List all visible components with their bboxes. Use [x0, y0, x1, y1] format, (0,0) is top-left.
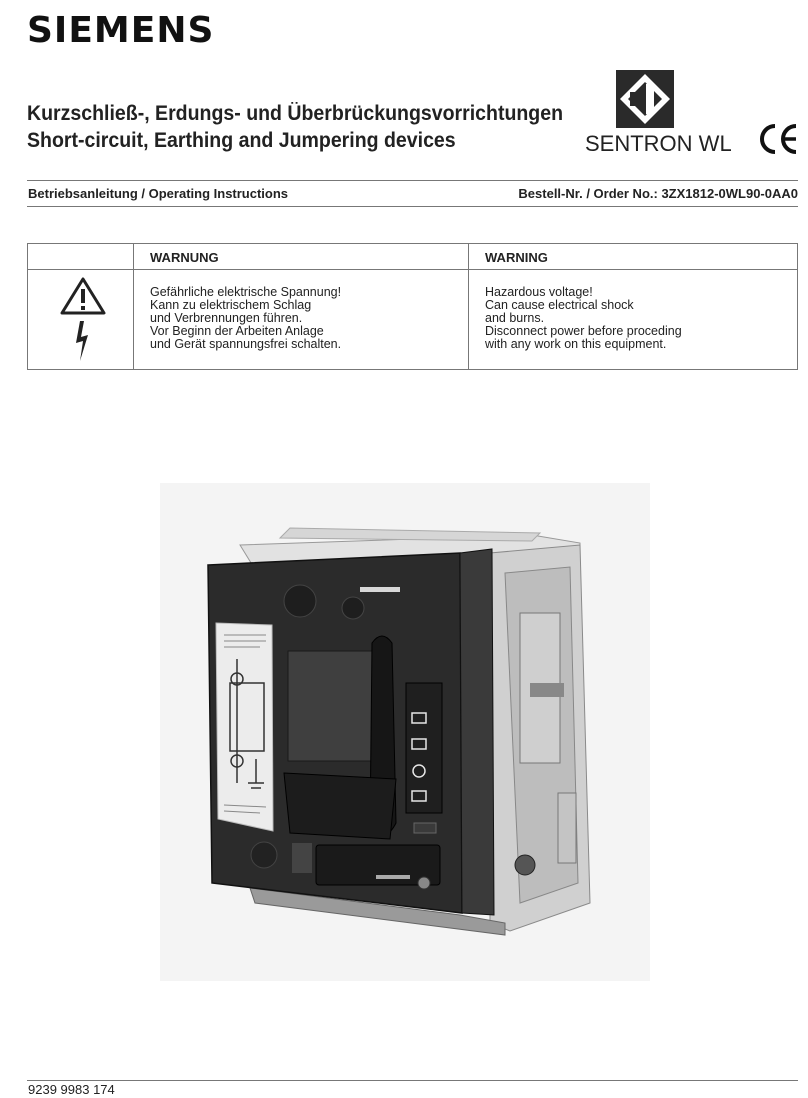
warning-table: [27, 243, 798, 370]
lightning-bolt-icon: [76, 321, 88, 361]
warning-heading-de: WARNUNG: [150, 250, 219, 265]
warning-text-de: [150, 286, 341, 351]
title-english: Short-circuit, Earthing and Jumpering devices: [27, 129, 456, 152]
warning-line-en: with any work on this equipment.: [485, 337, 667, 351]
order-number: Bestell-Nr. / Order No.: 3ZX1812-0WL90-0AA0: [518, 186, 798, 201]
warning-line-en: Can cause electrical shock: [485, 298, 634, 312]
warning-line-de: Kann zu elektrischem Schlag: [150, 298, 312, 312]
product-photo: [160, 483, 650, 981]
doc-type-label: Betriebsanleitung / Operating Instructions: [28, 186, 289, 201]
warning-text-en: [485, 286, 682, 351]
header-rule-bottom: [27, 206, 798, 207]
warning-line-en: Disconnect power before proceding: [485, 324, 682, 338]
document-number: 9239 9983 174: [28, 1082, 115, 1097]
hazard-icons: [58, 277, 108, 367]
warning-line-en: and burns.: [485, 311, 545, 325]
header-rule-top: [27, 180, 798, 181]
ce-mark-icon: [758, 122, 800, 156]
title-german: Kurzschließ-, Erdungs- und Überbrückungsvorrichtungen: [27, 102, 564, 125]
warning-line-de: Vor Beginn der Arbeiten Anlage: [150, 324, 324, 338]
warning-heading-en: WARNING: [485, 250, 548, 265]
footer-rule: [27, 1080, 798, 1081]
product-name: SENTRON WL: [585, 131, 732, 156]
warning-line-de: und Gerät spannungsfrei schalten.: [150, 337, 342, 351]
warning-line-de: und Verbrennungen führen.: [150, 311, 303, 325]
warning-triangle-icon: [62, 279, 104, 313]
warning-line-de: Gefährliche elektrische Spannung!: [150, 285, 342, 299]
sentron-logo-icon: [616, 70, 674, 128]
warning-line-en: Hazardous voltage!: [485, 285, 593, 299]
circuit-breaker-illustration: [160, 483, 650, 981]
brand-logo-text: SIEMENS: [27, 10, 215, 51]
